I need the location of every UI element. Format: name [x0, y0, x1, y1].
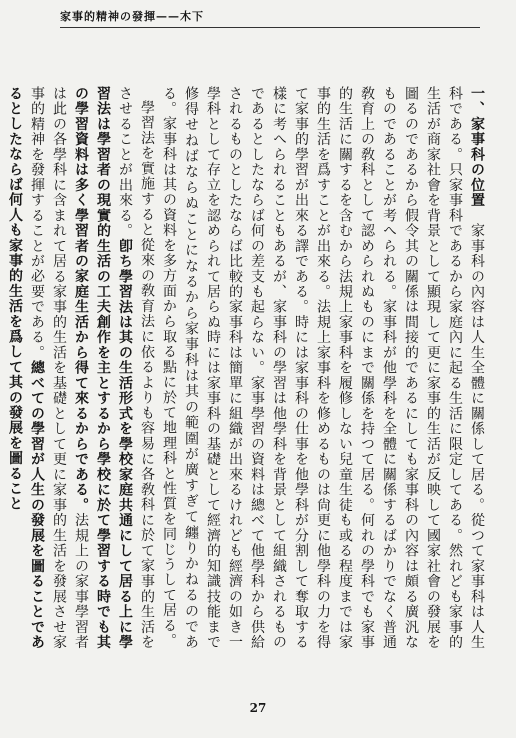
paragraph-1 [158, 86, 488, 650]
page-number: 27 [249, 701, 267, 715]
paragraph-2-text-b: 卽ち學習法は其の生活形式を學校家庭共通にして居る上に學習法は學習者の現實的生活の工夫創作を主とするから學校に於て學習する時でも其の學習資料は多く學習者の家庭生活から得て來るからである。 [73, 86, 133, 651]
body-text [4, 86, 488, 650]
paragraph-2 [4, 86, 158, 650]
paragraph-2-text-d: 總べての學習が人生の發展を圖ることであるとしたならば何人も家事的生活を爲して其の發展を圖ること [7, 86, 45, 650]
paragraph-2-text-a: 學習法を實施すると從來の敎育法に依るよりも容易に各敎科に於て家事的生活をさせることが出來る。 [117, 86, 155, 650]
paragraph-1-text: 家事科の內容は人生全體に關係して居る。從つて家事科は人生科である。只家事科であるから家庭內に起る生活に限定してある。然れども家事的生活が商家社會を背景として顯現して更に家事的生活が反映して國家社會の發展を圖るのであるから假令其の關係は間接的であるにしても家事科の內容は頗る廣汎なものであることが考へられる。家事科が他學科を全體に關係するばかりでなく普通敎育上の敎科として認められぬものにまで關係を持つて居る。何れの學科でも家事的生活に關するを含むから法規上家事科を履修しない兒童生徒も或る程度までは家事的生活を爲すことが出來る。法規上家事科を修めるものは尙更に他學科の力を得て家事的學習が出來る譯である。時には家事科の仕事を他學科が分割して奪取する樣に考へられることもあるが、家事科の學習は他學科を背景として組織されるものであるとしたならば何の差支も起らない。家事學習の資料は總べて他學科から供給されるものとしたならば比較的家事科は簡單に組織が出來るけれども經濟の如き一學科として存立を認められて居らぬ時には家事科の基礎として經濟的知識技能まで修得せねばならぬことになるから家事科は其の範圍が廣すぎて纏りかねるのである。家事科は其の資料を多方面から取る點に於て地理科と性質を同じうして居る。 [161, 86, 485, 650]
paragraph-2-text-c: 法規上の家事學習者は此の各學科に含まれて居る家事的生活を基礎として更に家事的生活を發展させ家事的精神を發揮することが必要である。 [29, 86, 89, 650]
section-heading: 一、家事科の位置 [469, 86, 485, 208]
running-header-title: 家事的精神の發揮——木下 [60, 10, 204, 23]
running-header [60, 8, 480, 28]
